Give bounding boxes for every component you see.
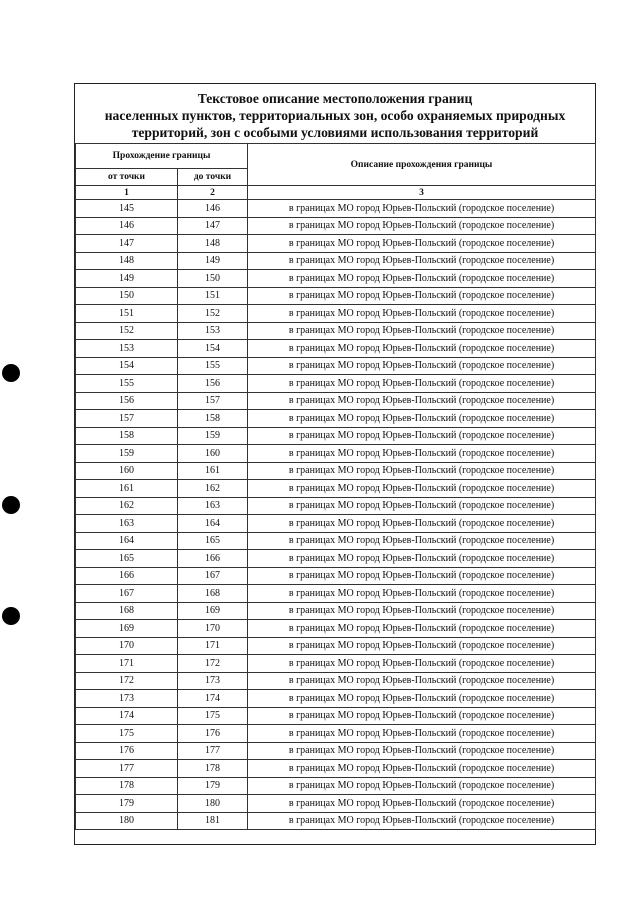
cell-to-point: 150 <box>178 270 248 288</box>
cell-from-point: 159 <box>76 445 178 463</box>
table-row <box>76 357 596 375</box>
cell-to-point: 168 <box>178 585 248 603</box>
cell-from-point: 153 <box>76 340 178 358</box>
punch-hole <box>2 496 20 514</box>
column-number: 2 <box>178 186 248 200</box>
cell-from-point: 175 <box>76 725 178 743</box>
cell-from-point: 147 <box>76 235 178 253</box>
cell-to-point: 177 <box>178 742 248 760</box>
cell-to-point: 154 <box>178 340 248 358</box>
cell-description: в границах МО город Юрьев-Польский (городское поселение) <box>248 392 596 410</box>
cell-from-point: 162 <box>76 497 178 515</box>
cell-from-point: 152 <box>76 322 178 340</box>
table-row <box>76 637 596 655</box>
cell-from-point: 169 <box>76 620 178 638</box>
cell-to-point: 149 <box>178 252 248 270</box>
document-title <box>75 90 595 141</box>
table-row <box>76 742 596 760</box>
cell-to-point: 147 <box>178 217 248 235</box>
header-boundary-passage: Прохождение границы <box>76 144 248 169</box>
cell-from-point: 157 <box>76 410 178 428</box>
cell-from-point: 174 <box>76 707 178 725</box>
cell-to-point: 148 <box>178 235 248 253</box>
cell-from-point: 165 <box>76 550 178 568</box>
header-to-point: до точки <box>178 169 248 186</box>
document-frame <box>74 83 596 845</box>
cell-description: в границах МО город Юрьев-Польский (городское поселение) <box>248 742 596 760</box>
cell-to-point: 165 <box>178 532 248 550</box>
cell-description: в границах МО город Юрьев-Польский (городское поселение) <box>248 322 596 340</box>
cell-description: в границах МО город Юрьев-Польский (городское поселение) <box>248 550 596 568</box>
cell-to-point: 157 <box>178 392 248 410</box>
cell-from-point: 151 <box>76 305 178 323</box>
table-row <box>76 725 596 743</box>
cell-description: в границах МО город Юрьев-Польский (городское поселение) <box>248 410 596 428</box>
cell-description: в границах МО город Юрьев-Польский (городское поселение) <box>248 340 596 358</box>
cell-to-point: 174 <box>178 690 248 708</box>
table-row <box>76 550 596 568</box>
table-row <box>76 567 596 585</box>
cell-description: в границах МО город Юрьев-Польский (городское поселение) <box>248 690 596 708</box>
cell-to-point: 166 <box>178 550 248 568</box>
cell-description: в границах МО город Юрьев-Польский (городское поселение) <box>248 270 596 288</box>
cell-from-point: 155 <box>76 375 178 393</box>
cell-description: в границах МО город Юрьев-Польский (городское поселение) <box>248 795 596 813</box>
cell-description: в границах МО город Юрьев-Польский (городское поселение) <box>248 567 596 585</box>
cell-to-point: 151 <box>178 287 248 305</box>
cell-to-point: 167 <box>178 567 248 585</box>
table-row <box>76 672 596 690</box>
cell-description: в границах МО город Юрьев-Польский (городское поселение) <box>248 655 596 673</box>
column-number: 1 <box>76 186 178 200</box>
cell-description: в границах МО город Юрьев-Польский (городское поселение) <box>248 497 596 515</box>
table-row <box>76 812 596 830</box>
title-line: Текстовое описание местоположения границ <box>197 91 473 106</box>
cell-to-point: 170 <box>178 620 248 638</box>
table-row <box>76 585 596 603</box>
table-row <box>76 462 596 480</box>
table-row <box>76 287 596 305</box>
cell-from-point: 166 <box>76 567 178 585</box>
cell-description: в границах МО город Юрьев-Польский (городское поселение) <box>248 480 596 498</box>
cell-to-point: 181 <box>178 812 248 830</box>
cell-to-point: 172 <box>178 655 248 673</box>
table-row <box>76 200 596 218</box>
cell-from-point: 160 <box>76 462 178 480</box>
table-row <box>76 760 596 778</box>
cell-to-point: 164 <box>178 515 248 533</box>
cell-to-point: 158 <box>178 410 248 428</box>
cell-from-point: 163 <box>76 515 178 533</box>
table-row <box>76 777 596 795</box>
cell-to-point: 171 <box>178 637 248 655</box>
cell-description: в границах МО город Юрьев-Польский (городское поселение) <box>248 812 596 830</box>
cell-description: в границах МО город Юрьев-Польский (городское поселение) <box>248 515 596 533</box>
table-row <box>76 252 596 270</box>
cell-from-point: 178 <box>76 777 178 795</box>
cell-to-point: 169 <box>178 602 248 620</box>
table-row <box>76 602 596 620</box>
table-row <box>76 410 596 428</box>
header-description: Описание прохождения границы <box>248 144 596 186</box>
cell-from-point: 154 <box>76 357 178 375</box>
table-row <box>76 655 596 673</box>
cell-from-point: 173 <box>76 690 178 708</box>
cell-from-point: 146 <box>76 217 178 235</box>
cell-from-point: 172 <box>76 672 178 690</box>
table-row <box>76 497 596 515</box>
cell-from-point: 170 <box>76 637 178 655</box>
table-row <box>76 795 596 813</box>
cell-description: в границах МО город Юрьев-Польский (городское поселение) <box>248 375 596 393</box>
cell-to-point: 178 <box>178 760 248 778</box>
cell-description: в границах МО город Юрьев-Польский (городское поселение) <box>248 357 596 375</box>
cell-description: в границах МО город Юрьев-Польский (городское поселение) <box>248 777 596 795</box>
cell-from-point: 179 <box>76 795 178 813</box>
cell-from-point: 149 <box>76 270 178 288</box>
cell-to-point: 146 <box>178 200 248 218</box>
cell-to-point: 161 <box>178 462 248 480</box>
title-line: территорий, зон с особыми условиями использования территорий <box>131 125 539 140</box>
boundary-table <box>75 143 596 830</box>
table-row <box>76 322 596 340</box>
table-row <box>76 427 596 445</box>
cell-to-point: 155 <box>178 357 248 375</box>
cell-from-point: 177 <box>76 760 178 778</box>
cell-from-point: 150 <box>76 287 178 305</box>
table-row <box>76 375 596 393</box>
cell-description: в границах МО город Юрьев-Польский (городское поселение) <box>248 445 596 463</box>
cell-from-point: 176 <box>76 742 178 760</box>
cell-from-point: 164 <box>76 532 178 550</box>
header-from-point: от точки <box>76 169 178 186</box>
cell-from-point: 156 <box>76 392 178 410</box>
cell-description: в границах МО город Юрьев-Польский (городское поселение) <box>248 217 596 235</box>
table-row <box>76 270 596 288</box>
cell-to-point: 162 <box>178 480 248 498</box>
cell-description: в границах МО город Юрьев-Польский (городское поселение) <box>248 252 596 270</box>
cell-to-point: 175 <box>178 707 248 725</box>
table-body <box>76 200 596 830</box>
cell-description: в границах МО город Юрьев-Польский (городское поселение) <box>248 602 596 620</box>
cell-from-point: 158 <box>76 427 178 445</box>
cell-description: в границах МО город Юрьев-Польский (городское поселение) <box>248 725 596 743</box>
table-row <box>76 305 596 323</box>
cell-description: в границах МО город Юрьев-Польский (городское поселение) <box>248 200 596 218</box>
cell-to-point: 173 <box>178 672 248 690</box>
cell-description: в границах МО город Юрьев-Польский (городское поселение) <box>248 287 596 305</box>
cell-from-point: 180 <box>76 812 178 830</box>
cell-to-point: 159 <box>178 427 248 445</box>
cell-description: в границах МО город Юрьев-Польский (городское поселение) <box>248 672 596 690</box>
cell-to-point: 163 <box>178 497 248 515</box>
table-row <box>76 445 596 463</box>
cell-from-point: 171 <box>76 655 178 673</box>
column-number: 3 <box>248 186 596 200</box>
cell-description: в границах МО город Юрьев-Польский (городское поселение) <box>248 427 596 445</box>
cell-description: в границах МО город Юрьев-Польский (городское поселение) <box>248 532 596 550</box>
table-row <box>76 707 596 725</box>
cell-description: в границах МО город Юрьев-Польский (городское поселение) <box>248 620 596 638</box>
cell-description: в границах МО город Юрьев-Польский (городское поселение) <box>248 462 596 480</box>
table-row <box>76 480 596 498</box>
table-row <box>76 217 596 235</box>
cell-to-point: 153 <box>178 322 248 340</box>
cell-from-point: 167 <box>76 585 178 603</box>
cell-description: в границах МО город Юрьев-Польский (городское поселение) <box>248 637 596 655</box>
cell-from-point: 161 <box>76 480 178 498</box>
table-row <box>76 690 596 708</box>
punch-hole <box>2 364 20 382</box>
table-row <box>76 340 596 358</box>
table-row <box>76 620 596 638</box>
cell-to-point: 156 <box>178 375 248 393</box>
table-row <box>76 532 596 550</box>
cell-from-point: 168 <box>76 602 178 620</box>
cell-description: в границах МО город Юрьев-Польский (городское поселение) <box>248 585 596 603</box>
table-row <box>76 235 596 253</box>
cell-description: в границах МО город Юрьев-Польский (городское поселение) <box>248 305 596 323</box>
cell-to-point: 180 <box>178 795 248 813</box>
cell-description: в границах МО город Юрьев-Польский (городское поселение) <box>248 707 596 725</box>
cell-from-point: 145 <box>76 200 178 218</box>
table-row <box>76 515 596 533</box>
cell-to-point: 152 <box>178 305 248 323</box>
punch-hole <box>2 607 20 625</box>
cell-to-point: 160 <box>178 445 248 463</box>
cell-from-point: 148 <box>76 252 178 270</box>
cell-to-point: 176 <box>178 725 248 743</box>
title-line: населенных пунктов, территориальных зон, особо охраняемых природных <box>104 108 566 123</box>
table-row <box>76 392 596 410</box>
cell-to-point: 179 <box>178 777 248 795</box>
cell-description: в границах МО город Юрьев-Польский (городское поселение) <box>248 235 596 253</box>
cell-description: в границах МО город Юрьев-Польский (городское поселение) <box>248 760 596 778</box>
